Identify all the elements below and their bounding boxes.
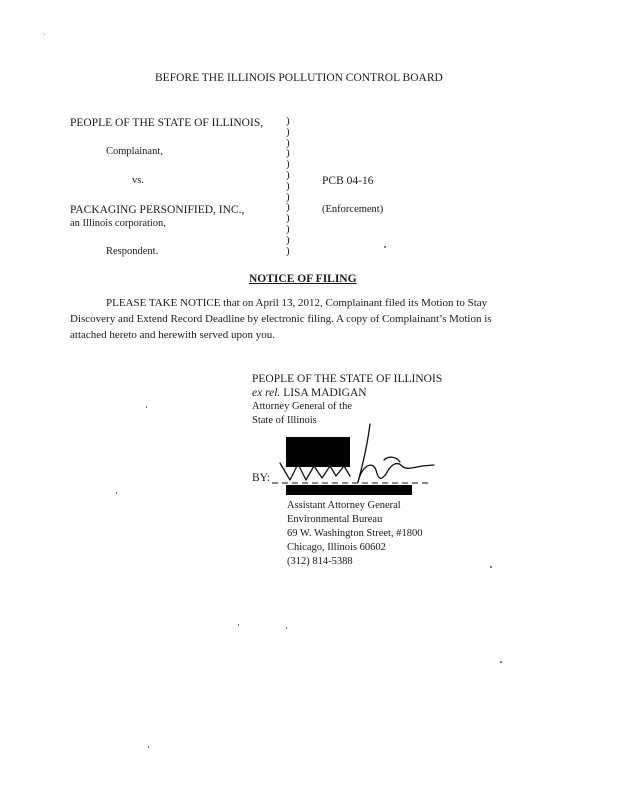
scan-speck	[238, 624, 239, 626]
scan-speck	[148, 746, 149, 748]
caption-paren-column	[286, 116, 290, 256]
ex-rel-prefix: ex rel.	[252, 387, 281, 399]
paren: )	[286, 212, 290, 225]
board-title: BEFORE THE ILLINOIS POLLUTION CONTROL BOARD	[155, 72, 443, 84]
notice-body-line-1: PLEASE TAKE NOTICE that on April 13, 2012, Complainant filed its Motion to Stay	[106, 297, 488, 309]
scan-speck	[500, 661, 502, 663]
redaction-bar-name	[286, 485, 412, 495]
bureau-name: Environmental Bureau	[287, 514, 383, 525]
attorney-general-name: LISA MADIGAN	[283, 387, 367, 399]
scan-speck	[490, 566, 492, 568]
paren: )	[286, 125, 290, 138]
notice-heading: NOTICE OF FILING	[249, 273, 357, 285]
scan-speck	[116, 492, 117, 494]
case-number: PCB 04-16	[322, 175, 374, 187]
scan-speck	[146, 406, 147, 408]
signature-party: PEOPLE OF THE STATE OF ILLINOIS	[252, 373, 443, 385]
defendant-name: PACKAGING PERSONIFIED, INC.,	[70, 204, 245, 216]
paren: )	[286, 244, 290, 257]
plaintiff-name: PEOPLE OF THE STATE OF ILLINOIS,	[70, 117, 264, 129]
scan-speck	[286, 627, 287, 629]
case-type: (Enforcement)	[322, 204, 384, 215]
scan-speck	[44, 34, 45, 35]
paren: )	[286, 179, 290, 192]
ex-rel-line	[252, 386, 367, 400]
notice-body-line-2: Discovery and Extend Record Deadline by electronic filing. A copy of Complainant’s Motion is	[70, 313, 492, 325]
street-address: 69 W. Washington Street, #1800	[287, 528, 423, 539]
scan-speck	[384, 246, 386, 248]
paren: )	[286, 201, 290, 214]
attorney-title: Assistant Attorney General	[287, 500, 401, 511]
office-line-1: Attorney General of the	[252, 401, 353, 412]
paren: )	[286, 222, 290, 235]
notice-body-line-3: attached hereto and herewith served upon you.	[70, 329, 275, 341]
office-line-2: State of Illinois	[252, 415, 317, 426]
defendant-description: an Illinois corporation,	[70, 218, 166, 229]
paren: )	[286, 233, 290, 246]
city-state-zip: Chicago, Illinois 60602	[287, 542, 386, 553]
paren: )	[286, 168, 290, 181]
paren: )	[286, 115, 290, 127]
paren: )	[286, 158, 290, 171]
paren: )	[286, 147, 290, 160]
phone-number: (312) 814-5388	[287, 556, 353, 567]
by-label: BY:	[252, 472, 271, 484]
paren: )	[286, 136, 290, 149]
plaintiff-role: Complainant,	[106, 146, 163, 157]
defendant-role: Respondent.	[106, 246, 159, 257]
paren: )	[286, 190, 290, 203]
versus-label: vs.	[132, 175, 144, 186]
